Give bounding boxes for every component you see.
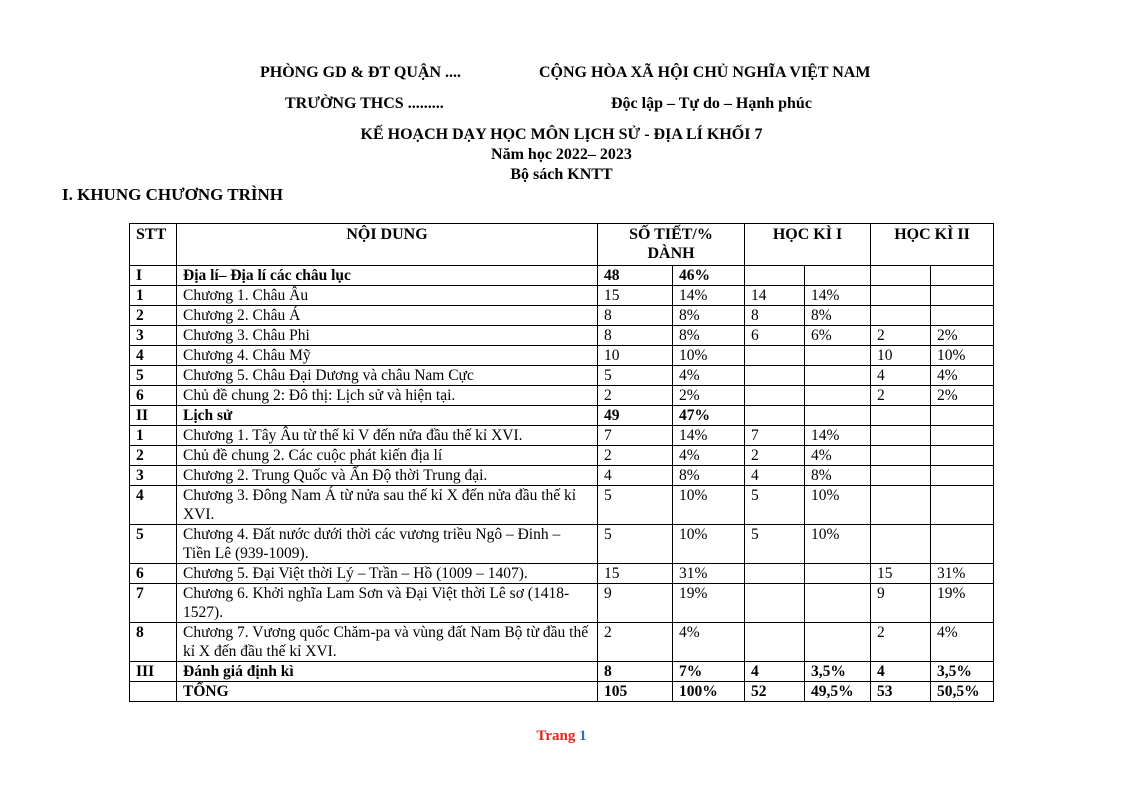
school-name: TRƯỜNG THCS ......... (285, 95, 444, 112)
header-term1: HỌC KÌ I (745, 224, 871, 266)
cell-hk1 (745, 266, 805, 286)
cell-hk2 (871, 306, 931, 326)
cell-hk1-pct: 49,5% (805, 682, 871, 702)
cell-hk1: 4 (745, 466, 805, 486)
cell-total-pct: 8% (673, 326, 745, 346)
cell-hk2-pct: 31% (931, 564, 994, 584)
header-term2: HỌC KÌ II (871, 224, 994, 266)
cell-hk1-pct (805, 346, 871, 366)
cell-total: 15 (598, 286, 673, 306)
cell-stt: 1 (130, 426, 177, 446)
cell-hk2 (871, 446, 931, 466)
table-row (130, 466, 994, 486)
cell-content: Chủ đề chung 2. Các cuộc phát kiến địa lí (177, 446, 598, 466)
cell-hk2 (871, 286, 931, 306)
program-table (129, 223, 994, 702)
section-heading: I. KHUNG CHƯƠNG TRÌNH (62, 185, 284, 204)
cell-total-pct: 4% (673, 446, 745, 466)
cell-hk2: 2 (871, 623, 931, 662)
cell-hk2-pct: 3,5% (931, 662, 994, 682)
cell-total: 15 (598, 564, 673, 584)
cell-hk2-pct (931, 286, 994, 306)
cell-hk1: 52 (745, 682, 805, 702)
cell-content: Chương 4. Đất nước dưới thời các vương triều Ngô – Đinh – Tiền Lê (939-1009). (177, 525, 598, 564)
cell-hk2: 4 (871, 366, 931, 386)
cell-hk2-pct (931, 266, 994, 286)
table-row (130, 326, 994, 346)
cell-hk1-pct (805, 584, 871, 623)
cell-hk1: 5 (745, 525, 805, 564)
cell-total-pct: 10% (673, 525, 745, 564)
cell-total: 2 (598, 623, 673, 662)
cell-content: Chương 1. Tây Âu từ thế kỉ V đến nửa đầu thế kỉ XVI. (177, 426, 598, 446)
cell-stt: 5 (130, 525, 177, 564)
national-title: CỘNG HÒA XÃ HỘI CHỦ NGHĨA VIỆT NAM (539, 64, 871, 81)
cell-hk2: 9 (871, 584, 931, 623)
cell-stt: 2 (130, 446, 177, 466)
cell-hk1-pct: 3,5% (805, 662, 871, 682)
cell-content: Chương 4. Châu Mỹ (177, 346, 598, 366)
cell-hk2-pct: 19% (931, 584, 994, 623)
table-row (130, 406, 994, 426)
cell-hk1-pct: 14% (805, 426, 871, 446)
header-stt: STT (130, 224, 177, 266)
cell-stt: 6 (130, 564, 177, 584)
cell-hk1: 2 (745, 446, 805, 466)
cell-hk1-pct: 8% (805, 466, 871, 486)
cell-hk1-pct (805, 266, 871, 286)
cell-total: 5 (598, 366, 673, 386)
cell-hk2: 53 (871, 682, 931, 702)
cell-stt: I (130, 266, 177, 286)
cell-hk2-pct: 50,5% (931, 682, 994, 702)
cell-hk2-pct (931, 426, 994, 446)
cell-hk1-pct: 4% (805, 446, 871, 466)
header-content: NỘI DUNG (177, 224, 598, 266)
cell-hk1 (745, 346, 805, 366)
page-footer (0, 728, 1123, 745)
header-periods: SỐ TIẾT/% DÀNH (598, 224, 745, 266)
cell-total-pct: 10% (673, 486, 745, 525)
table-row (130, 366, 994, 386)
cell-hk1 (745, 584, 805, 623)
cell-hk2-pct (931, 525, 994, 564)
cell-hk2-pct: 2% (931, 386, 994, 406)
cell-total-pct: 46% (673, 266, 745, 286)
cell-total: 49 (598, 406, 673, 426)
table-row (130, 564, 994, 584)
national-motto: Độc lập – Tự do – Hạnh phúc (611, 95, 812, 112)
cell-hk2-pct: 4% (931, 366, 994, 386)
table-header-row (130, 224, 994, 266)
table-row (130, 446, 994, 466)
cell-content: Chương 1. Châu Âu (177, 286, 598, 306)
page-label: Trang (536, 728, 576, 744)
cell-hk2-pct (931, 446, 994, 466)
table-row (130, 286, 994, 306)
cell-total-pct: 8% (673, 306, 745, 326)
cell-content: TỔNG (177, 682, 598, 702)
cell-total-pct: 2% (673, 386, 745, 406)
table-row (130, 584, 994, 623)
cell-hk2: 4 (871, 662, 931, 682)
cell-hk1 (745, 406, 805, 426)
cell-hk2-pct (931, 406, 994, 426)
cell-hk2: 10 (871, 346, 931, 366)
table-body (130, 266, 994, 702)
cell-stt: 1 (130, 286, 177, 306)
table-row (130, 682, 994, 702)
cell-stt: 8 (130, 623, 177, 662)
cell-stt: 4 (130, 486, 177, 525)
school-year: Năm học 2022– 2023 (491, 146, 632, 163)
cell-hk2: 2 (871, 386, 931, 406)
department-name: PHÒNG GD & ĐT QUẬN .... (260, 64, 462, 81)
cell-hk2: 15 (871, 564, 931, 584)
cell-stt (130, 682, 177, 702)
cell-hk1-pct: 8% (805, 306, 871, 326)
cell-content: Chương 3. Châu Phi (177, 326, 598, 346)
cell-hk2-pct (931, 306, 994, 326)
cell-total: 8 (598, 306, 673, 326)
cell-total-pct: 31% (673, 564, 745, 584)
cell-total-pct: 10% (673, 346, 745, 366)
cell-hk2 (871, 426, 931, 446)
cell-hk2-pct: 4% (931, 623, 994, 662)
cell-hk1-pct: 10% (805, 486, 871, 525)
cell-stt: II (130, 406, 177, 426)
cell-hk2 (871, 486, 931, 525)
cell-content: Chương 5. Đại Việt thời Lý – Trần – Hồ (1009 – 1407). (177, 564, 598, 584)
cell-hk1-pct: 10% (805, 525, 871, 564)
cell-content: Chương 3. Đông Nam Á từ nửa sau thế kỉ X đến nửa đầu thế kỉ XVI. (177, 486, 598, 525)
cell-stt: 6 (130, 386, 177, 406)
table-row (130, 525, 994, 564)
cell-hk1 (745, 623, 805, 662)
cell-total-pct: 100% (673, 682, 745, 702)
cell-hk1: 6 (745, 326, 805, 346)
cell-content: Chương 2. Trung Quốc và Ấn Độ thời Trung đại. (177, 466, 598, 486)
table-row (130, 346, 994, 366)
cell-hk1: 14 (745, 286, 805, 306)
cell-total-pct: 47% (673, 406, 745, 426)
document-title: KẾ HOẠCH DẠY HỌC MÔN LỊCH SỬ - ĐỊA LÍ KHỐI 7 (360, 126, 763, 143)
cell-total: 8 (598, 326, 673, 346)
cell-hk2 (871, 406, 931, 426)
cell-stt: 7 (130, 584, 177, 623)
cell-hk1-pct (805, 386, 871, 406)
cell-stt: 3 (130, 466, 177, 486)
cell-content: Lịch sử (177, 406, 598, 426)
cell-hk1: 5 (745, 486, 805, 525)
cell-hk1-pct: 14% (805, 286, 871, 306)
cell-content: Địa lí– Địa lí các châu lục (177, 266, 598, 286)
cell-total: 7 (598, 426, 673, 446)
cell-hk1 (745, 386, 805, 406)
table-row (130, 386, 994, 406)
cell-total-pct: 19% (673, 584, 745, 623)
table-row (130, 306, 994, 326)
cell-hk1-pct (805, 623, 871, 662)
cell-hk1: 4 (745, 662, 805, 682)
table-row (130, 486, 994, 525)
cell-content: Chương 7. Vương quốc Chăm-pa và vùng đất Nam Bộ từ đầu thế kỉ X đến đầu thế kỉ XVI. (177, 623, 598, 662)
cell-hk2-pct (931, 466, 994, 486)
cell-total: 2 (598, 446, 673, 466)
cell-stt: 3 (130, 326, 177, 346)
cell-stt: 4 (130, 346, 177, 366)
cell-total: 2 (598, 386, 673, 406)
cell-total-pct: 14% (673, 286, 745, 306)
cell-stt: 2 (130, 306, 177, 326)
cell-total-pct: 4% (673, 366, 745, 386)
cell-content: Chương 5. Châu Đại Dương và châu Nam Cực (177, 366, 598, 386)
cell-content: Chủ đề chung 2: Đô thị: Lịch sử và hiện tại. (177, 386, 598, 406)
cell-total: 5 (598, 525, 673, 564)
cell-total-pct: 7% (673, 662, 745, 682)
cell-hk2-pct (931, 486, 994, 525)
cell-total-pct: 14% (673, 426, 745, 446)
cell-stt: 5 (130, 366, 177, 386)
cell-hk2: 2 (871, 326, 931, 346)
table-row (130, 426, 994, 446)
cell-hk1-pct (805, 564, 871, 584)
cell-total: 5 (598, 486, 673, 525)
cell-total: 4 (598, 466, 673, 486)
page-number: 1 (579, 728, 587, 744)
cell-hk1-pct: 6% (805, 326, 871, 346)
cell-content: Đánh giá định kì (177, 662, 598, 682)
cell-hk2-pct: 10% (931, 346, 994, 366)
cell-total: 105 (598, 682, 673, 702)
cell-hk1-pct (805, 366, 871, 386)
table-row (130, 662, 994, 682)
cell-hk2 (871, 525, 931, 564)
cell-hk1-pct (805, 406, 871, 426)
cell-hk2 (871, 466, 931, 486)
table-row (130, 266, 994, 286)
cell-total: 48 (598, 266, 673, 286)
cell-content: Chương 6. Khởi nghĩa Lam Sơn và Đại Việt thời Lê sơ (1418-1527). (177, 584, 598, 623)
cell-total: 8 (598, 662, 673, 682)
cell-total: 10 (598, 346, 673, 366)
cell-hk1: 7 (745, 426, 805, 446)
cell-total-pct: 8% (673, 466, 745, 486)
book-set: Bộ sách KNTT (510, 166, 613, 183)
cell-hk1: 8 (745, 306, 805, 326)
cell-hk1 (745, 366, 805, 386)
table-row (130, 623, 994, 662)
cell-total-pct: 4% (673, 623, 745, 662)
cell-stt: III (130, 662, 177, 682)
cell-hk2 (871, 266, 931, 286)
cell-hk1 (745, 564, 805, 584)
cell-total: 9 (598, 584, 673, 623)
cell-hk2-pct: 2% (931, 326, 994, 346)
cell-content: Chương 2. Châu Á (177, 306, 598, 326)
